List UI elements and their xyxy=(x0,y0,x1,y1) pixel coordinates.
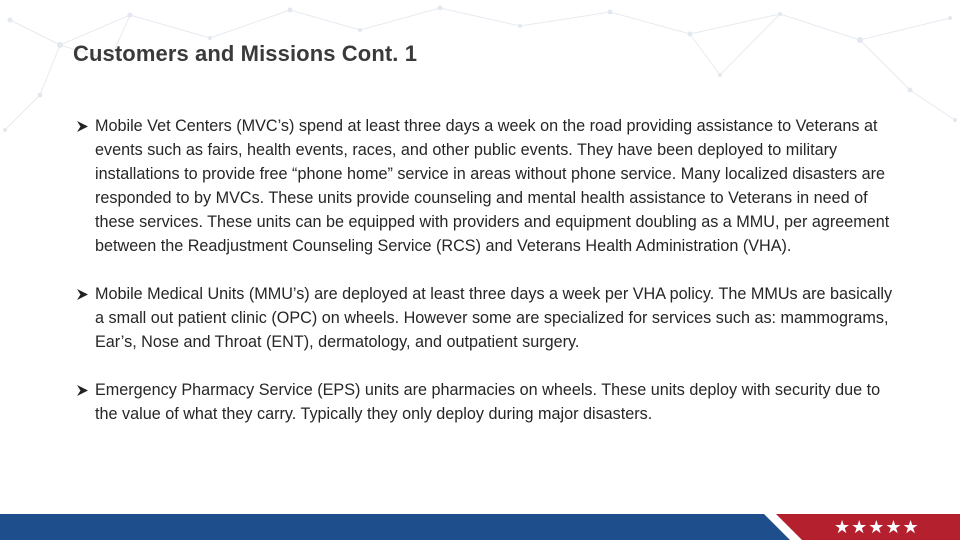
arrowhead-bullet-icon xyxy=(75,114,91,138)
arrowhead-bullet-icon xyxy=(75,282,91,306)
footer-stars: ★★★★★ xyxy=(834,517,920,537)
footer-flag-bar xyxy=(0,514,960,540)
arrowhead-bullet-icon xyxy=(75,378,91,402)
bullet-text: Mobile Medical Units (MMU’s) are deployed at least three days a week per VHA policy. The MMUs are basically a small out patient clinic (OPC) on wheels. However some are specialized for services such as: mammograms, Ear’s, Nose and Throat (ENT), dermatology, and outpatient surgery. xyxy=(95,285,893,351)
slide-title: Customers and Missions Cont. 1 xyxy=(73,41,418,66)
bullet-mobile-medical-units xyxy=(75,282,905,354)
bullet-emergency-pharmacy-service xyxy=(75,378,905,426)
bullet-text: Mobile Vet Centers (MVC’s) spend at least three days a week on the road providing assistance to Veterans at events such as fairs, health events, races, and other public events. They have been deployed to military installations to provide free “phone home” service in areas without phone service. Many localized disasters are responded to by MVCs. These units provide counseling and mental health assistance to Veterans in need of these services. These units can be equipped with providers and equipment doubling as a MMU, per agreement between the Readjustment Counseling Service (RCS) and Veterans Health Administration (VHA). xyxy=(95,117,890,255)
bullet-mobile-vet-centers xyxy=(75,114,905,258)
bullet-list xyxy=(75,114,905,426)
bullet-text: Emergency Pharmacy Service (EPS) units are pharmacies on wheels. These units deploy with security due to the value of what they carry. Typically they only deploy during major disasters. xyxy=(95,381,881,423)
